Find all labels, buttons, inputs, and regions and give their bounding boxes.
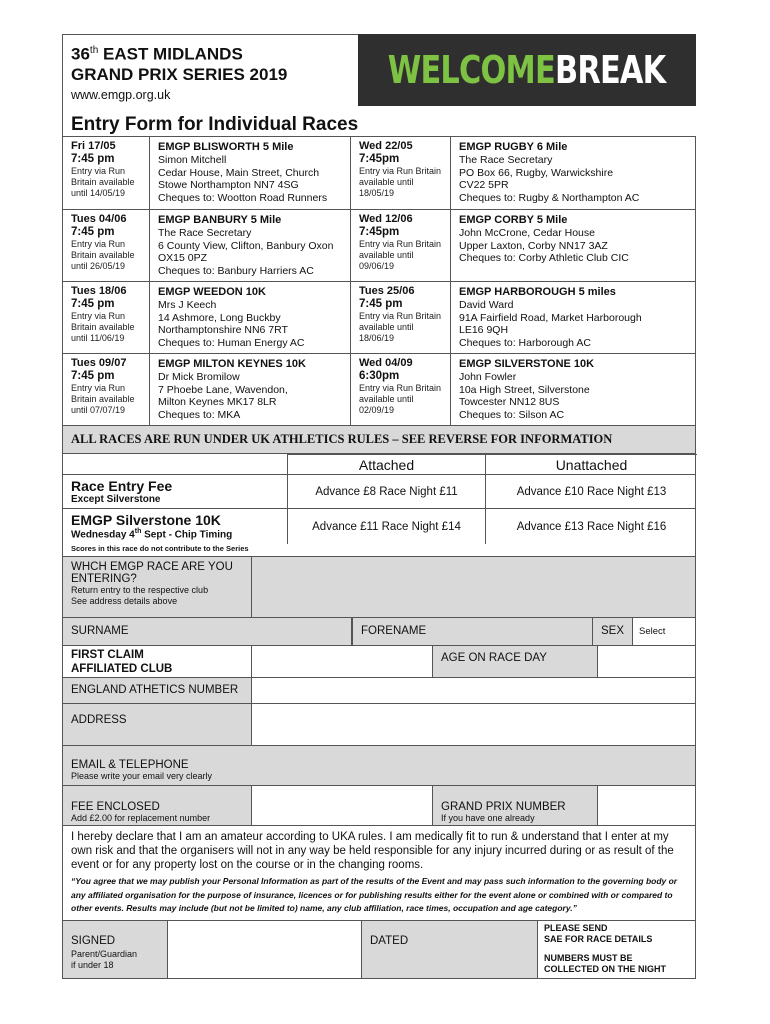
race-contact-line: OX15 0PZ [158,252,208,264]
sex-select[interactable]: Select [632,618,695,645]
race-contact-line: Cedar House, Main Street, Church [158,166,320,179]
race-contact-line: Cheques to: Wootton Road Runners [158,191,328,204]
race-name: EMGP WEEDON 10K [158,286,266,298]
race-contact-line: Cheques to: Rugby & Northampton AC [459,191,640,204]
race-entry-info: Entry via Run Britain [359,383,442,393]
race-entry-info: Entry via Run [71,239,126,249]
race-contact-line: Dr Mick Bromilow [158,371,240,383]
race-date-cell [350,137,450,209]
race-time: 6:30pm [359,370,400,382]
surname-label: SURNAME [63,618,351,645]
signature-row [62,921,696,979]
race-row [63,281,695,353]
race-name: EMGP SILVERSTONE 10K [459,358,595,370]
race-date: Tues 18/06 [71,285,127,297]
fee-row-subtitle: Except Silverstone [71,494,161,505]
race-contact-line: Cheques to: Harborough AC [459,336,591,349]
fee-row-standard [63,474,695,508]
which-race-field[interactable] [251,557,695,617]
fee-enclosed-help: Add £2.00 for replacement number [71,813,211,823]
email-help: Please write your email very clearly [71,771,213,781]
signed-help: Parent/Guardian [71,948,138,959]
race-contact-line: Cheques to: Corby Athletic Club CIC [459,252,629,264]
race-entry-info: 09/06/19 [359,261,395,271]
race-entry-info: Britain available [71,394,135,404]
club-row [63,645,695,677]
race-entry-info: Entry via Run Britain [359,239,442,249]
gp-number-help: If you have one already [441,813,535,823]
race-contact-line: Towcester NN12 8US [459,396,560,408]
race-contact-line: Cheques to: Silson AC [459,408,565,421]
race-contact-line: Cheques to: Human Energy AC [158,336,305,349]
email-row [63,745,695,785]
race-entry-info: until 14/05/19 [71,188,126,198]
name-row [63,617,695,645]
unattached-header: Unattached [485,454,697,474]
race-contact-line: LE16 9QH [459,324,509,336]
fee-header-row [63,454,695,474]
which-race-row [63,557,695,617]
race-date-cell [63,354,149,425]
race-contact-line: David Ward [459,299,514,311]
england-number-row [63,677,695,703]
race-date-cell [350,210,450,281]
race-contact-line: Stowe Northampton NN7 4SG [158,179,299,191]
race-name: EMGP CORBY 5 Mile [459,214,568,226]
race-date: Tues 09/07 [71,357,127,369]
race-row [63,353,695,425]
race-date-cell [350,282,450,353]
gp-number-label: GRAND PRIX NUMBER [441,801,566,813]
club-field[interactable] [251,646,432,677]
race-name: EMGP MILTON KEYNES 10K [158,358,306,370]
race-contact-line: The Race Secretary [459,154,553,166]
fee-unattached-value: Advance £10 Race Night £13 [485,475,697,508]
race-entry-info: 18/05/19 [359,188,395,198]
entry-form-page [62,34,696,979]
dated-label: DATED [361,921,537,978]
race-date: Wed 04/09 [359,357,413,369]
race-entry-info: Entry via Run [71,166,126,176]
race-details-cell [149,137,350,209]
header [62,34,696,112]
race-contact-line: Milton Keynes MK17 8LR [158,396,277,408]
email-label: EMAIL & TELEPHONE [71,759,189,771]
race-name: EMGP HARBOROUGH 5 miles [459,286,616,298]
privacy-statement: “You agree that we may publish your Personal Information as part of the results of the Event and may pass such information to the governing body or any affiliated organisation for the purpose of insurance, licences or for publishing results either for the event alone or combined with or compared to other events. Results may include (but not be limited to) name, any club affiliation, race times, occupation and age category.” [71,876,678,913]
fee-row-silverstone [63,508,695,544]
race-contact-line: Northamptonshire NN6 7RT [158,324,288,336]
race-entry-info: Entry via Run [71,311,126,321]
fee-row-subtitle: Wednesday 4th Sept - Chip Timing [71,528,233,541]
race-row [63,137,695,209]
race-date: Tues 25/06 [359,285,415,297]
race-entry-info: Entry via Run Britain [359,166,442,176]
race-details-cell [149,210,350,281]
race-time: 7:45 pm [71,370,115,382]
race-entry-info: until 07/07/19 [71,405,126,415]
which-race-help: See address details above [71,596,178,606]
race-contact-line: PO Box 66, Rugby, Warwickshire [459,166,614,179]
race-entry-info: Entry via Run Britain [359,311,442,321]
series-title-line2: GRAND PRIX SERIES 2019 [71,64,288,84]
race-time: 7:45 pm [71,226,115,238]
fee-enclosed-field[interactable] [251,786,432,825]
address-row [63,703,695,745]
race-entry-info: available until [359,322,414,332]
title-box [62,34,358,112]
declaration [62,826,696,921]
race-details-note: PLEASE SEND SAE FOR RACE DETAILS NUMBERS MUST BE COLLECTED ON THE NIGHT [537,921,695,978]
race-date: Wed 12/06 [359,213,413,225]
race-entry-info: 18/06/19 [359,333,395,343]
fee-row-title: Race Entry Fee [71,478,173,494]
race-details-cell [450,282,697,353]
attached-header: Attached [287,454,485,474]
race-name: EMGP RUGBY 6 Mile [459,141,568,153]
race-date-cell [63,210,149,281]
silverstone-note: Scores in this race do not contribute to the Series [71,544,249,553]
race-details-cell [450,210,697,281]
address-label: ADDRESS [63,704,251,745]
race-time: 7:45 pm [71,298,115,310]
fee-enclosed-row [63,785,695,825]
fee-attached-value: Advance £11 Race Night £14 [287,509,485,544]
race-contact-line: 14 Ashmore, Long Buckby [158,311,281,324]
address-field[interactable] [251,704,695,745]
declaration-text: I hereby declare that I am an amateur according to UKA rules. I am medically fit to run & understand that I enter at my own risk and that the organisers will not in any way be held responsible for any injury incurred during or as result of the event or for any property lost on the course or in the changing rooms. [71,831,674,871]
race-entry-info: until 26/05/19 [71,261,126,271]
fee-row-title: EMGP Silverstone 10K [71,512,221,528]
race-contact-line: CV22 5PR [459,179,509,191]
welcomebreak-logo: WELCOMEBREAK [358,34,696,106]
race-entry-info: Britain available [71,322,135,332]
signed-help: if under 18 [71,959,114,970]
race-name: EMGP BLISWORTH 5 Mile [158,141,294,153]
race-date-cell [63,137,149,209]
first-claim-label: FIRST CLAIM [71,649,144,661]
race-time: 7:45 pm [359,298,403,310]
race-contact-line: John Fowler [459,371,517,383]
fee-attached-value: Advance £8 Race Night £11 [287,475,485,508]
race-entry-info: available until [359,250,414,260]
race-contact-line: 10a High Street, Silverstone [459,383,590,396]
race-details-cell [450,354,697,425]
race-date: Fri 17/05 [71,140,116,152]
race-contact-line: Simon Mitchell [158,154,227,166]
race-entry-info: Britain available [71,177,135,187]
race-contact-line: Mrs J Keech [158,299,217,311]
affiliated-club-label: AFFILIATED CLUB [71,663,173,675]
race-contact-line: 6 County View, Clifton, Banbury Oxon [158,239,334,252]
race-contact-line: 7 Phoebe Lane, Wavendon, [158,383,288,396]
race-contact-line: The Race Secretary [158,227,252,239]
series-title-line1: 36th EAST MIDLANDS [71,44,243,64]
signature-field[interactable] [167,921,361,978]
race-entry-info: Entry via Run [71,383,126,393]
race-name: EMGP BANBURY 5 Mile [158,214,282,226]
race-date: Tues 04/06 [71,213,127,225]
race-date: Wed 22/05 [359,140,413,152]
race-contact-line: 91A Fairfield Road, Market Harborough [459,311,642,324]
fee-table [62,454,696,556]
forename-label: FORENAME [352,618,592,645]
england-number-field[interactable] [251,678,695,703]
rules-banner: ALL RACES ARE RUN UNDER UK ATHLETICS RULES – SEE REVERSE FOR INFORMATION [62,426,696,454]
fee-unattached-value: Advance £13 Race Night £16 [485,509,697,544]
age-field[interactable] [597,646,695,677]
race-entry-info: Britain available [71,250,135,260]
race-contact-line: Cheques to: Banbury Harriers AC [158,264,314,277]
website-url: www.emgp.org.uk [71,87,171,102]
race-row [63,209,695,281]
which-race-label: WHCH EMGP RACE ARE YOU ENTERING? [71,561,233,585]
race-time: 7:45pm [359,153,400,165]
race-entry-info: 02/09/19 [359,405,395,415]
race-time: 7:45 pm [71,153,115,165]
race-date-cell [350,354,450,425]
race-entry-info: available until [359,177,414,187]
signed-label: SIGNED [71,934,116,947]
race-time: 7:45pm [359,226,400,238]
race-date-cell [63,282,149,353]
entry-details-form [62,556,696,826]
which-race-help: Return entry to the respective club [71,585,209,595]
england-number-label: ENGLAND ATHETICS NUMBER [63,678,251,703]
race-entry-info: until 11/06/19 [71,333,125,343]
race-details-cell [149,282,350,353]
form-title: Entry Form for Individual Races [62,112,696,136]
race-list [62,136,696,426]
race-contact-line: John McCrone, Cedar House [459,227,595,239]
gp-number-field[interactable] [597,786,695,825]
age-label: AGE ON RACE DAY [432,646,597,677]
sex-label: SEX [592,618,632,645]
race-contact-line: Cheques to: MKA [158,408,241,421]
fee-enclosed-label: FEE ENCLOSED [71,801,160,813]
race-details-cell [149,354,350,425]
race-entry-info: available until [359,394,414,404]
race-details-cell [450,137,697,209]
race-contact-line: Upper Laxton, Corby NN17 3AZ [459,239,608,252]
